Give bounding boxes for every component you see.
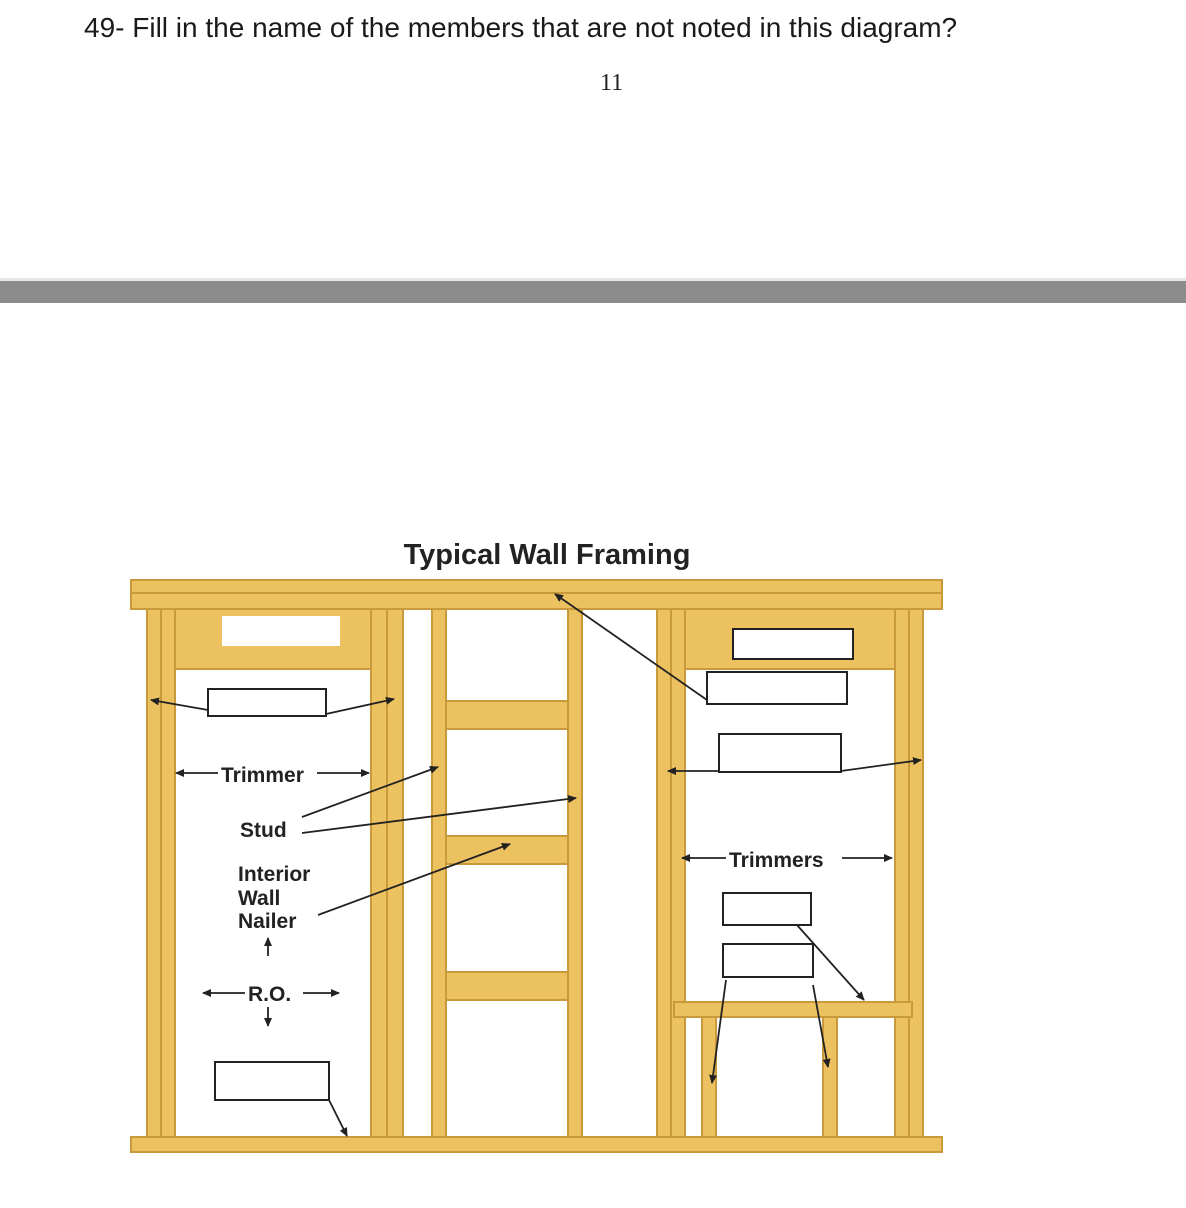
- left-king-stud-right: [387, 609, 403, 1137]
- nailer-block-2: [446, 836, 568, 864]
- label-stud: Stud: [240, 819, 287, 842]
- answer-box-3[interactable]: [707, 672, 847, 704]
- answer-box-6[interactable]: [723, 944, 813, 977]
- label-ro: R.O.: [248, 983, 292, 1006]
- question-text: 49- Fill in the name of the members that are not noted in this diagram?: [84, 12, 958, 43]
- label-wall: Wall: [238, 887, 281, 910]
- nailer-block-3: [446, 972, 568, 1000]
- double-top-plate: [131, 593, 942, 609]
- right-king-stud-left: [657, 609, 671, 1137]
- right-trimmer-left: [671, 609, 685, 1137]
- arrow-nailer: [318, 844, 510, 915]
- label-interior: Interior: [238, 863, 311, 886]
- cripple-stud-right: [823, 1017, 837, 1137]
- nailer-block-1: [446, 701, 568, 729]
- cripple-stud-left: [702, 1017, 716, 1137]
- stud-b: [568, 609, 582, 1137]
- left-trimmer-left: [161, 609, 175, 1137]
- left-trimmer-right: [371, 609, 387, 1137]
- label-trimmer: Trimmer: [221, 764, 304, 787]
- label-trimmers: Trimmers: [729, 849, 824, 872]
- right-trimmer-right: [895, 609, 909, 1137]
- right-king-stud-right: [909, 609, 923, 1137]
- answer-box-5[interactable]: [723, 893, 811, 925]
- top-plate: [131, 580, 942, 593]
- bottom-plate: [131, 1137, 942, 1152]
- answer-box-4[interactable]: [719, 734, 841, 772]
- answer-box-7[interactable]: [215, 1062, 329, 1100]
- arrow-box7: [329, 1100, 347, 1136]
- diagram-title: Typical Wall Framing: [403, 539, 691, 571]
- label-nailer: Nailer: [238, 910, 297, 933]
- answer-box-1[interactable]: [208, 689, 326, 716]
- page-number: 11: [600, 70, 624, 96]
- header-label-patch: [222, 616, 340, 646]
- answer-box-2[interactable]: [733, 629, 853, 659]
- rough-sill: [674, 1002, 912, 1017]
- left-king-stud: [147, 609, 161, 1137]
